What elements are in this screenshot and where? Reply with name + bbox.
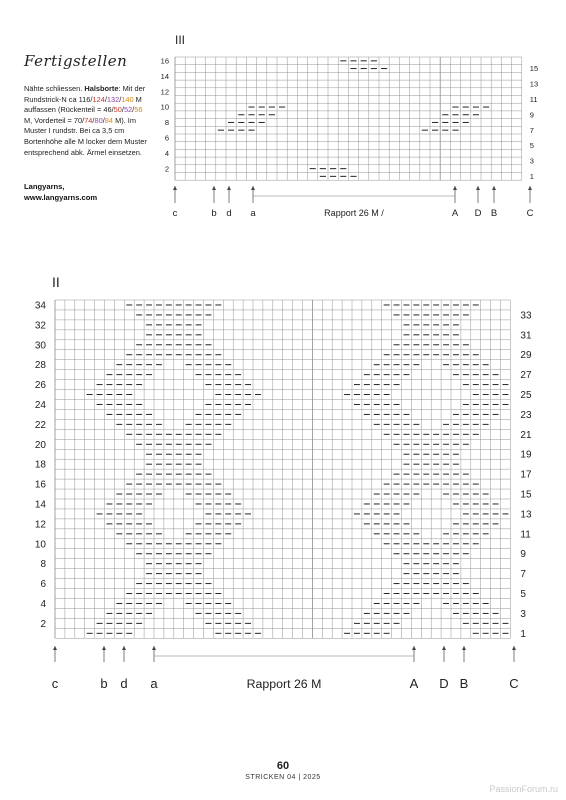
marker-arrow-head bbox=[102, 646, 106, 650]
text-part: Nähte schliessen. bbox=[24, 84, 85, 93]
row-number-left: 12 bbox=[34, 519, 46, 531]
row-number-right: 3 bbox=[520, 608, 526, 620]
row-number-left: 34 bbox=[34, 300, 46, 312]
marker-arrow-head bbox=[227, 186, 231, 190]
marker-arrow-head bbox=[476, 186, 480, 190]
marker-arrow-head bbox=[152, 646, 156, 650]
marker-arrow-head bbox=[53, 646, 57, 650]
text-part: 80 bbox=[94, 115, 103, 125]
chart-ii-title: II bbox=[52, 274, 60, 290]
marker-label: d bbox=[226, 208, 232, 219]
text-part: M, Vorderteil = 70/ bbox=[24, 115, 85, 125]
row-number-right: 15 bbox=[520, 489, 532, 501]
marker-arrow-head bbox=[412, 646, 416, 650]
magazine-issue: STRICKEN 04 | 2025 bbox=[245, 774, 321, 781]
text-part: / bbox=[119, 94, 122, 104]
marker-label: B bbox=[459, 676, 469, 691]
row-number-left: 16 bbox=[34, 479, 46, 491]
row-number-left: 32 bbox=[34, 320, 46, 332]
text-part: 124 bbox=[92, 94, 105, 104]
text-part: / bbox=[92, 115, 95, 125]
row-number-left: 22 bbox=[34, 419, 46, 431]
marker-arrow-head bbox=[453, 186, 457, 190]
row-number-right: 7 bbox=[529, 125, 534, 135]
row-number-left: 18 bbox=[34, 459, 46, 471]
text-part: : Mit der Rundstrick-N ca 116/ bbox=[24, 84, 146, 104]
marker-arrow-head bbox=[442, 646, 446, 650]
marker-label: A bbox=[409, 676, 419, 691]
section-title: Fertigstellen bbox=[24, 52, 128, 70]
marker-label: a bbox=[150, 676, 158, 691]
marker-arrow-head bbox=[251, 186, 255, 190]
text-part: / bbox=[104, 94, 107, 104]
row-number-right: 9 bbox=[529, 110, 534, 120]
text-part: M). Im Muster I rundstr. Bei ca 3,5 cm Bortenhöhe alle M locker dem Muster entsprechend abk. Ärmel einsetzen. bbox=[24, 115, 147, 157]
row-number-right: 31 bbox=[520, 330, 532, 342]
text-part: M auffassen (Rückenteil = 46/ bbox=[24, 94, 142, 115]
row-number-left: 14 bbox=[160, 71, 169, 81]
rapport-label: Rapport 26 M bbox=[246, 677, 322, 691]
row-number-right: 25 bbox=[520, 390, 532, 402]
row-number-left: 8 bbox=[40, 559, 46, 571]
row-number-left: 24 bbox=[34, 399, 46, 411]
brand-url[interactable]: www.langyarns.com bbox=[24, 192, 98, 202]
row-number-left: 10 bbox=[160, 102, 169, 112]
watermark: PassionForum.ru bbox=[489, 784, 558, 794]
row-number-left: 28 bbox=[34, 360, 46, 372]
marker-label: d bbox=[120, 676, 128, 691]
text-part: 50 bbox=[113, 105, 122, 115]
marker-label: c bbox=[51, 676, 59, 691]
text-part: 56 bbox=[134, 105, 143, 115]
knitting-chart-iii bbox=[0, 0, 566, 240]
marker-arrow-head bbox=[492, 186, 496, 190]
row-number-right: 29 bbox=[520, 350, 532, 362]
row-number-right: 9 bbox=[520, 549, 526, 561]
marker-arrow-head bbox=[528, 186, 532, 190]
marker-arrow-head bbox=[512, 646, 516, 650]
text-part: / bbox=[132, 105, 135, 115]
row-number-left: 2 bbox=[164, 164, 169, 174]
row-number-right: 1 bbox=[529, 171, 534, 181]
row-number-right: 15 bbox=[529, 64, 539, 74]
row-number-left: 10 bbox=[34, 539, 46, 551]
marker-arrow-head bbox=[122, 646, 126, 650]
row-number-right: 1 bbox=[520, 628, 526, 640]
marker-label: b bbox=[211, 208, 217, 219]
marker-label: C bbox=[526, 208, 534, 219]
marker-label: B bbox=[490, 208, 498, 219]
text-part: 132 bbox=[106, 94, 120, 104]
chart-iii-title: III bbox=[175, 33, 186, 47]
text-part: 52 bbox=[123, 105, 133, 115]
row-number-right: 11 bbox=[520, 529, 531, 541]
row-number-left: 12 bbox=[160, 87, 169, 97]
row-number-right: 23 bbox=[520, 409, 532, 421]
knitting-chart-ii bbox=[0, 280, 566, 700]
row-number-right: 3 bbox=[529, 156, 534, 166]
marker-arrow-head bbox=[173, 186, 177, 190]
marker-label: D bbox=[439, 676, 449, 691]
text-part: 74 bbox=[84, 115, 93, 125]
marker-arrow-head bbox=[462, 646, 466, 650]
rapport-label: Rapport 26 M / bbox=[324, 208, 384, 218]
row-number-right: 5 bbox=[529, 141, 534, 151]
marker-label: D bbox=[474, 208, 482, 219]
text-part: / bbox=[102, 115, 105, 125]
row-number-left: 6 bbox=[164, 133, 169, 143]
row-number-right: 11 bbox=[529, 94, 538, 104]
marker-label: b bbox=[100, 676, 108, 691]
text-part: Halsborte bbox=[84, 84, 119, 93]
text-part: 140 bbox=[121, 94, 134, 104]
row-number-left: 4 bbox=[40, 598, 46, 610]
row-number-left: 16 bbox=[160, 56, 169, 66]
row-number-right: 5 bbox=[520, 589, 526, 601]
marker-arrow-head bbox=[212, 186, 216, 190]
row-number-left: 2 bbox=[40, 618, 46, 630]
row-number-right: 19 bbox=[520, 449, 532, 461]
marker-label: A bbox=[451, 208, 459, 219]
row-number-left: 6 bbox=[40, 579, 46, 591]
row-number-left: 20 bbox=[34, 439, 46, 451]
row-number-right: 33 bbox=[520, 310, 532, 322]
row-number-left: 4 bbox=[164, 148, 169, 158]
row-number-right: 13 bbox=[520, 509, 532, 521]
row-number-right: 21 bbox=[520, 429, 532, 441]
row-number-right: 27 bbox=[520, 370, 532, 382]
text-part: 84 bbox=[104, 115, 114, 125]
row-number-left: 30 bbox=[34, 340, 46, 352]
marker-label: C bbox=[509, 676, 519, 691]
row-number-left: 8 bbox=[164, 118, 169, 128]
marker-label: c bbox=[172, 208, 178, 219]
brand-name: Langyarns, bbox=[24, 182, 65, 191]
row-number-left: 14 bbox=[34, 499, 46, 511]
row-number-left: 26 bbox=[34, 380, 46, 392]
row-number-right: 13 bbox=[529, 79, 539, 89]
row-number-right: 7 bbox=[520, 569, 526, 581]
page-number: 60 bbox=[276, 760, 290, 772]
row-number-right: 17 bbox=[520, 469, 532, 481]
text-part: / bbox=[121, 105, 124, 115]
marker-label: a bbox=[250, 208, 256, 219]
